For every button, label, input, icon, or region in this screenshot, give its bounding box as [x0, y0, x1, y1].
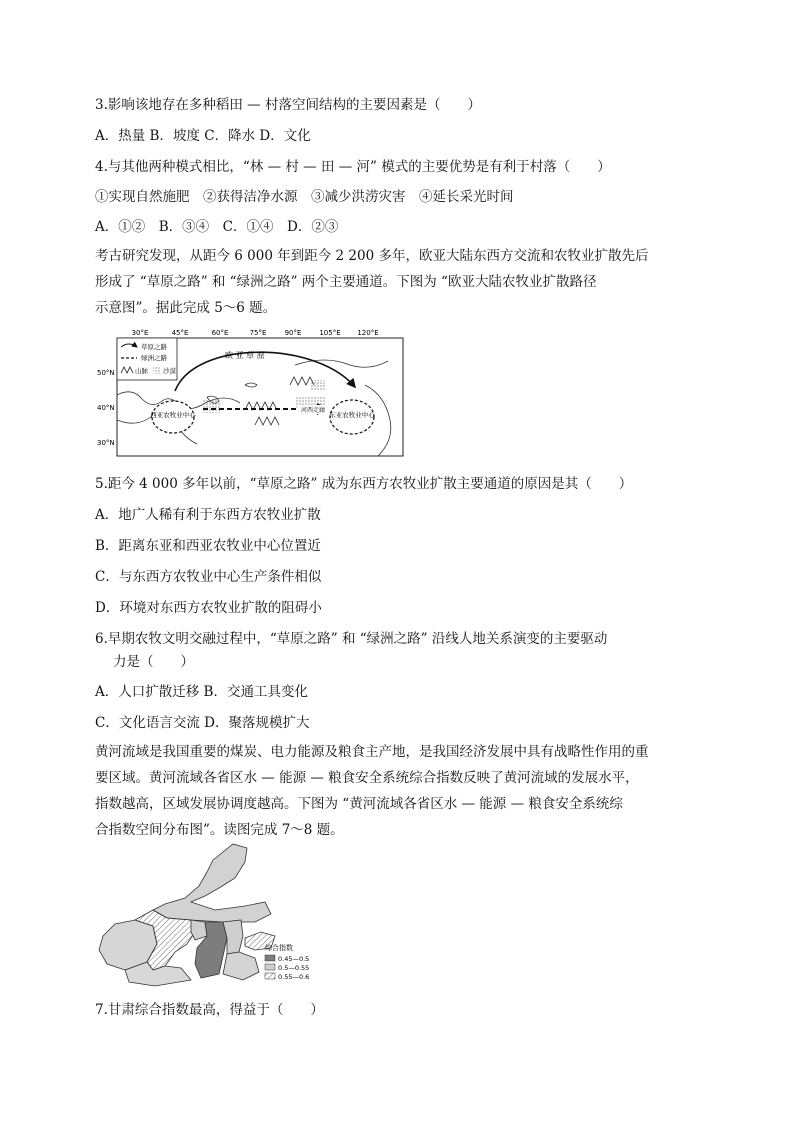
- q7-stem: 7.甘肃综合指数最高，得益于（ ）: [95, 1002, 324, 1018]
- q5-option-c: C．与东西方农牧业中心生产条件相似: [95, 569, 322, 585]
- legend-swatch-dark: [265, 955, 275, 961]
- legend-item-3: 0.55—0.6: [278, 973, 310, 981]
- passage-1: [95, 243, 695, 321]
- legend-desert: 沙漠: [163, 367, 176, 375]
- oasis-label: 河西走廊: [300, 407, 326, 414]
- legend-oasis-route: 绿洲之路: [141, 354, 167, 362]
- q6-options-row-2: C．文化语言交流 D．聚落规模扩大: [95, 715, 310, 731]
- lon-label: 90°E: [284, 329, 302, 337]
- lon-label: 30°E: [131, 329, 149, 337]
- q5-stem: 5.距今 4 000 多年以前，“草原之路” 成为东西方农牧业扩散主要通道的原因是其（ ）: [95, 476, 633, 492]
- q5-option-b: B．距离东亚和西亚农牧业中心位置近: [95, 538, 321, 554]
- q4-options: A．①② B．③④ C．①④ D．②③: [95, 219, 339, 235]
- q5-option-a: A．地广人稀有利于东西方农牧业扩散: [95, 507, 321, 523]
- q3-stem: 3.影响该地存在多种稻田 — 村落空间结构的主要因素是（ ）: [95, 97, 481, 113]
- q5-option-d: D．环境对东西方农牧业扩散的阻碍小: [95, 600, 322, 616]
- passage-1-line: 考古研究发现，从距今 6 000 年到距今 2 200 多年，欧亚大陆东西方交流和农牧业扩散先后: [95, 248, 649, 264]
- inner-mongolia-region: [153, 844, 271, 922]
- passage-2-line: 要区域。黄河流域各省区水 — 能源 — 粮食安全系统综合指数反映了黄河流域的发展水平，: [95, 770, 639, 786]
- eurasia-diffusion-map: [95, 325, 415, 460]
- henan-region: [223, 952, 259, 980]
- q4-stem: 4.与其他两种模式相比，“林 — 村 — 田 — 河” 模式的主要优势是有利于村落（ ）: [95, 159, 611, 175]
- lat-label: 50°N: [97, 369, 115, 377]
- passage-2: [95, 739, 695, 843]
- lon-label: 45°E: [171, 329, 189, 337]
- legend-swatch-light: [265, 964, 275, 970]
- legend-steppe-route: 草原之路: [141, 343, 167, 351]
- q6-options-row-1: A．人口扩散迁移 B．交通工具变化: [95, 684, 308, 700]
- steppe-route-arrow: [175, 352, 355, 391]
- passage-2-line: 指数越高，区域发展协调度越高。下图为 “黄河流域各省区水 — 能源 — 粮食安全系统综: [95, 796, 623, 812]
- passage-1-line: 示意图”。据此完成 5～6 题。: [95, 300, 277, 316]
- passage-2-line: 合指数空间分布图”。读图完成 7～8 题。: [95, 822, 344, 838]
- lat-label: 30°N: [97, 439, 115, 447]
- q4-items: ①实现自然施肥 ②获得洁净水源 ③减少洪涝灾害 ④延长采光时间: [95, 189, 514, 205]
- yellow-river-index-map: [95, 840, 355, 990]
- lon-label: 60°E: [211, 329, 229, 337]
- legend-title: 综合指数: [265, 944, 293, 952]
- lon-label: 105°E: [319, 329, 341, 337]
- legend-item-2: 0.5—0.55: [278, 964, 310, 972]
- west-asia-center-label: 西亚农牧业中心: [150, 411, 196, 419]
- eurasian-steppe-label: 欧 亚 草 原: [225, 351, 265, 360]
- lat-label: 40°N: [97, 404, 115, 412]
- legend-item-1: 0.45—0.5: [278, 955, 310, 963]
- legend-swatch-hatch: [265, 973, 275, 979]
- ningxia-region: [191, 920, 207, 940]
- passage-2-line: 黄河流域是我国重要的煤炭、电力能源及粮食主产地，是我国经济发展中具有战略性作用的重: [95, 744, 649, 760]
- east-asia-center-label: 东亚农牧业中心: [329, 411, 375, 419]
- legend-mountain: 山脉: [135, 367, 148, 375]
- lon-label: 120°E: [357, 329, 379, 337]
- lon-label: 75°E: [249, 329, 267, 337]
- q6-stem: 6.早期农牧文明交融过程中，“草原之路” 和 “绿洲之路” 沿线人地关系演变的主要驱动: [95, 631, 608, 647]
- q3-options: A．热量 B．坡度 C．降水 D．文化: [95, 128, 311, 144]
- passage-1-line: 形成了 “草原之路” 和 “绿洲之路” 两个主要通道。下图为 “欧亚大陆农牧业扩散路径: [95, 274, 597, 290]
- q6-stem-continued: 力是（ ）: [113, 654, 194, 670]
